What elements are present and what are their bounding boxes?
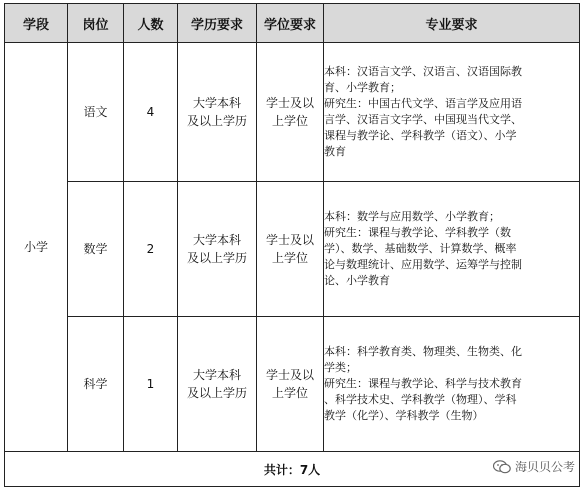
education-line: 大学本科 — [192, 368, 241, 382]
major-line: 课程与教学论、学科教学（语文）、小学 — [324, 129, 517, 142]
header-stage: 学段 — [5, 4, 68, 43]
degree-line: 上学位 — [271, 251, 308, 265]
major-line: 育、小学教育； — [324, 81, 401, 94]
major-cell — [324, 182, 580, 317]
position-cell: 科学 — [68, 317, 124, 452]
watermark-text: 海贝贝公考 — [514, 460, 575, 474]
stage-cell: 小学 — [5, 43, 68, 452]
major-line: 本科：数学与应用数学、小学教育； — [324, 210, 500, 223]
major-line: 本科：汉语言文学、汉语言、汉语国际教 — [324, 65, 522, 78]
degree-cell — [257, 43, 324, 182]
table-row — [5, 317, 580, 452]
major-line: 学）、数学、基础数学、计算数学、概率 — [324, 242, 517, 255]
major-line: 、科学技术史、学科教学（物理）、学科 — [324, 393, 517, 406]
header-major: 专业要求 — [324, 4, 580, 43]
degree-cell — [257, 182, 324, 317]
education-line: 及以上学历 — [186, 251, 247, 265]
header-count: 人数 — [124, 4, 178, 43]
education-line: 大学本科 — [192, 96, 241, 110]
major-line: 学类； — [324, 361, 357, 374]
major-line: 论、小学教育 — [324, 274, 390, 287]
header-row — [5, 4, 580, 43]
major-line: 本科：科学教育类、物理类、生物类、化 — [324, 345, 522, 358]
major-line: 教育 — [324, 145, 346, 158]
education-line: 及以上学历 — [186, 386, 247, 400]
table-row — [5, 43, 580, 182]
count-cell: 4 — [124, 43, 178, 182]
major-cell — [324, 317, 580, 452]
degree-line: 上学位 — [271, 386, 308, 400]
major-line: 论与数理统计、应用数学、运筹学与控制 — [324, 258, 522, 271]
header-degree: 学位要求 — [257, 4, 324, 43]
watermark — [493, 458, 575, 475]
header-position: 岗位 — [68, 4, 124, 43]
education-cell — [178, 317, 257, 452]
major-line: 言学、汉语言文字学、中国现当代文学、 — [324, 113, 522, 126]
major-cell — [324, 43, 580, 182]
position-cell: 数学 — [68, 182, 124, 317]
major-line: 研究生：课程与教学论、科学与技术教育 — [324, 377, 522, 390]
recruitment-table — [4, 3, 580, 487]
degree-cell — [257, 317, 324, 452]
position-cell: 语文 — [68, 43, 124, 182]
count-cell: 1 — [124, 317, 178, 452]
major-line: 教学（化学）、学科教学（生物） — [324, 409, 484, 422]
major-line: 研究生：课程与教学论、学科教学（数 — [324, 226, 511, 239]
education-line: 及以上学历 — [186, 114, 247, 128]
degree-line: 学士及以 — [265, 368, 314, 382]
degree-line: 上学位 — [271, 114, 308, 128]
table-row — [5, 182, 580, 317]
degree-line: 学士及以 — [265, 233, 314, 247]
education-line: 大学本科 — [192, 233, 241, 247]
total-cell: 共计：7人 — [5, 452, 580, 487]
header-education: 学历要求 — [178, 4, 257, 43]
degree-line: 学士及以 — [265, 96, 314, 110]
major-line: 研究生：中国古代文学、语言学及应用语 — [324, 97, 522, 110]
education-cell — [178, 182, 257, 317]
count-cell: 2 — [124, 182, 178, 317]
wechat-icon — [493, 460, 511, 474]
education-cell — [178, 43, 257, 182]
